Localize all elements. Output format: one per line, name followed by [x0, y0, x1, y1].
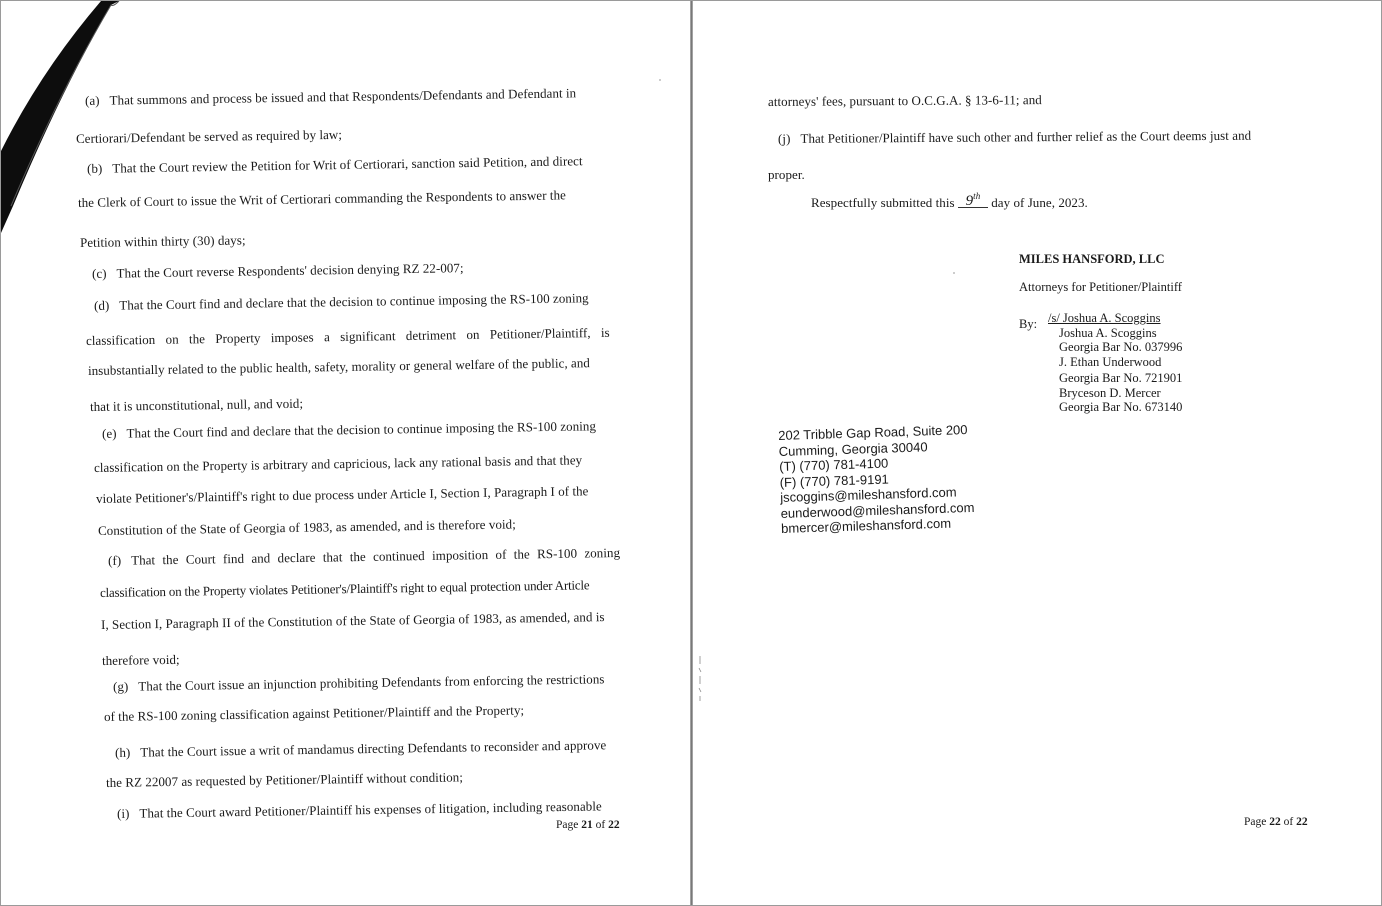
paragraph-j-line-2: proper.	[768, 167, 805, 182]
attorneys-for: Attorneys for Petitioner/Plaintiff	[1019, 280, 1182, 294]
bar-number: Georgia Bar No. 673140	[1059, 400, 1183, 414]
paragraph-label: (e)	[101, 425, 117, 441]
paragraph-f-line-4: therefore void;	[101, 651, 180, 668]
paragraph-i-line-1: (i) That the Court award Petitioner/Plaintiff his expenses of litigation, including reasonable	[116, 798, 602, 821]
paragraph-f-line-1: (f) That the Court find and declare that the continued imposition of the RS-100 zoning	[107, 544, 621, 568]
paragraph-e-line-2: classification on the Property is arbitrary and capricious, lack any rational basis and that they	[93, 452, 583, 475]
email-line: jscoggins@mileshansford.com	[779, 484, 957, 505]
by-label: By:	[1019, 317, 1038, 331]
firm-name: MILES HANSFORD, LLC	[1019, 252, 1165, 266]
address-line: 202 Tribble Gap Road, Suite 200	[778, 422, 968, 443]
paragraph-label: (h)	[114, 744, 131, 760]
paragraph-label: (c)	[91, 265, 107, 281]
paragraph-a-line-1: (a) That summons and process be issued and that Respondents/Defendants and Defendant in	[84, 85, 577, 108]
attorney-name: Bryceson D. Mercer	[1059, 386, 1161, 400]
paragraph-b-line-1: (b) That the Court review the Petition for Writ of Certiorari, sanction said Petition, and direct	[86, 153, 583, 176]
paragraph-label: (b)	[86, 160, 103, 176]
paragraph-e-line-4: Constitution of the State of Georgia of 1983, as amended, and is therefore void;	[97, 516, 516, 538]
paragraph-e-line-3: violate Petitioner's/Plaintiff's right to due process under Article I, Section I, Paragraph I of the	[95, 483, 589, 506]
paragraph-d-line-3: insubstantially related to the public health, safety, morality or general welfare of the public, and	[87, 355, 591, 378]
paragraph-b-line-2: the Clerk of Court to issue the Writ of Certiorari commanding the Respondents to answer the	[77, 187, 566, 210]
paragraph-f-line-2: classification on the Property violates Petitioner's/Plaintiff's right to equal protection under Article	[99, 577, 590, 600]
attorney-name: J. Ethan Underwood	[1059, 355, 1162, 369]
electronic-signature: /s/ Joshua A. Scoggins	[1048, 311, 1161, 325]
phone-line: (T) (770) 781-4100	[778, 455, 889, 474]
paragraph-d-line-4: that it is unconstitutional, null, and void;	[89, 395, 304, 414]
paragraph-label: (d)	[93, 297, 110, 313]
paragraph-label: (j)	[777, 130, 791, 146]
paragraph-f-line-3: I, Section I, Paragraph II of the Constitution of the State of Georgia of 1983, as amended, and is	[100, 609, 605, 632]
paragraph-label: (g)	[112, 678, 129, 694]
scan-speck	[659, 79, 661, 81]
address-line: Cumming, Georgia 30040	[778, 438, 928, 459]
page-21	[1, 1, 691, 906]
paragraph-h-line-2: the RZ 22007 as requested by Petitioner/Plaintiff without condition;	[105, 769, 464, 790]
paragraph-c-line-1: (c) That the Court reverse Respondents' decision denying RZ 22-007;	[91, 260, 464, 281]
attorney-name: Joshua A. Scoggins	[1059, 326, 1157, 340]
email-line: bmercer@mileshansford.com	[780, 515, 952, 536]
page-number-21: Page 21 of 22	[556, 819, 620, 831]
paragraph-d-line-2: classification on the Property imposes a significant detriment on Petitioner/Plaintiff, is	[85, 324, 610, 348]
handwritten-day: 9th	[958, 190, 988, 208]
paragraph-e-line-1: (e) That the Court find and declare that the decision to continue imposing the RS-100 zoning	[101, 418, 597, 441]
paragraph-label: (i)	[116, 805, 130, 821]
page-22	[693, 1, 1382, 906]
paragraph-label: (f)	[107, 552, 122, 568]
page-number-22: Page 22 of 22	[1244, 816, 1308, 828]
paragraph-label: (a)	[84, 92, 100, 108]
paragraph-g-line-2: of the RS-100 zoning classification against Petitioner/Plaintiff and the Property;	[103, 702, 525, 724]
paragraph-g-line-1: (g) That the Court issue an injunction prohibiting Defendants from enforcing the restrictions	[112, 671, 605, 694]
submitted-line: Respectfully submitted this 9th day of June, 2023.	[811, 191, 1088, 210]
fax-line: (F) (770) 781-9191	[779, 471, 890, 490]
paragraph-b-line-3: Petition within thirty (30) days;	[79, 232, 246, 250]
scan-speck	[953, 272, 955, 274]
scan-artifact	[698, 656, 702, 701]
paragraph-d-line-1: (d) That the Court find and declare that the decision to continue imposing the RS-100 zoning	[93, 290, 589, 313]
paragraph-a-line-2: Certiorari/Defendant be served as required by law;	[75, 126, 343, 146]
bar-number: Georgia Bar No. 721901	[1059, 371, 1183, 385]
paragraph-h-line-1: (h) That the Court issue a writ of mandamus directing Defendants to reconsider and approve	[114, 737, 607, 760]
email-line: eunderwood@mileshansford.com	[780, 499, 975, 521]
continuation-line: attorneys' fees, pursuant to O.C.G.A. § 13-6-11; and	[767, 92, 1042, 109]
paragraph-j-line-1: (j) That Petitioner/Plaintiff have such other and further relief as the Court deems just and	[777, 127, 1252, 146]
firm-address-block	[778, 422, 975, 537]
bar-number: Georgia Bar No. 037996	[1059, 340, 1183, 354]
